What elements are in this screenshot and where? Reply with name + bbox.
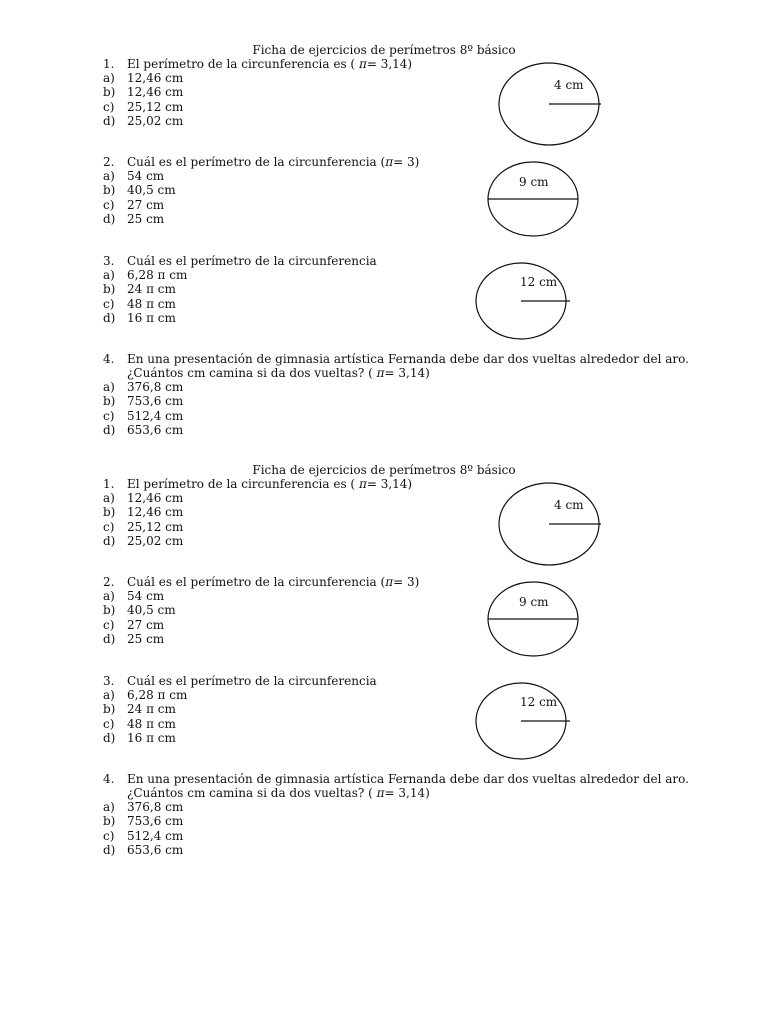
option-d: d) 25,02 cm: [103, 533, 184, 548]
option-a: a) 54 cm: [103, 589, 165, 603]
question-text: Cuál es el perímetro de la circunferencia (π= 3): [127, 575, 420, 589]
circle-diameter-diagram: [486, 580, 582, 660]
question-number: 2.: [103, 575, 115, 589]
option-a: a) 376,8 cm: [103, 380, 184, 394]
option-b: b) 12,46 cm: [103, 505, 184, 520]
option-a: a) 12,46 cm: [103, 71, 184, 85]
worksheet-copy-2: [0, 420, 768, 857]
question-number: 3.: [103, 254, 115, 268]
circle-radius-diagram: [498, 62, 604, 148]
option-d: d) 25 cm: [103, 631, 165, 646]
question-text: Cuál es el perímetro de la circunferencia: [127, 674, 377, 688]
option-b: b) 753,6 cm: [103, 814, 184, 829]
option-d: d) 25,02 cm: [103, 113, 184, 128]
question-number: 1.: [103, 477, 115, 491]
question-text: Cuál es el perímetro de la circunferencia: [127, 254, 377, 268]
option-d: d) 653,6 cm: [103, 842, 184, 857]
question-number: 2.: [103, 155, 115, 169]
question-3: [103, 254, 377, 325]
option-b: b) 753,6 cm: [103, 394, 184, 409]
circle-radius-diagram: [475, 261, 573, 343]
circle-label: 12 cm: [520, 695, 558, 709]
option-b: b) 40,5 cm: [103, 183, 176, 198]
option-c: c) 48 π cm: [103, 716, 176, 731]
question-text: El perímetro de la circunferencia es ( π= 3,14): [127, 477, 413, 491]
circle-label: 4 cm: [554, 78, 584, 92]
question-number: 4.: [103, 772, 115, 786]
circle-label: 9 cm: [519, 595, 549, 609]
question-text: El perímetro de la circunferencia es ( π= 3,14): [127, 57, 413, 71]
question-1: [103, 57, 412, 128]
question-text-continuation: ¿Cuántos cm camina si da dos vueltas? ( π= 3,14): [127, 786, 430, 800]
worksheet-title: Ficha de ejercicios de perímetros 8º básico: [252, 463, 516, 477]
circle-radius-diagram: [498, 482, 604, 568]
option-a: a) 54 cm: [103, 169, 165, 183]
option-d: d) 16 π cm: [103, 310, 176, 325]
option-c: c) 512,4 cm: [103, 408, 184, 423]
question-2: [103, 155, 419, 226]
question-4: [103, 772, 689, 857]
circle-diameter-diagram: [486, 160, 582, 240]
option-b: b) 40,5 cm: [103, 603, 176, 618]
question-1: [103, 477, 412, 548]
option-c: c) 25,12 cm: [103, 519, 184, 534]
worksheet-title: Ficha de ejercicios de perímetros 8º básico: [252, 43, 516, 57]
option-a: a) 6,28 π cm: [103, 268, 188, 282]
option-b: b) 24 π cm: [103, 282, 176, 297]
option-d: d) 16 π cm: [103, 730, 176, 745]
question-text-continuation: ¿Cuántos cm camina si da dos vueltas? ( π= 3,14): [127, 366, 430, 380]
question-3: [103, 674, 377, 745]
option-c: c) 48 π cm: [103, 296, 176, 311]
option-c: c) 27 cm: [103, 617, 165, 632]
option-a: a) 12,46 cm: [103, 491, 184, 505]
question-text: En una presentación de gimnasia artística Fernanda debe dar dos vueltas alrededor del aro.: [127, 352, 689, 366]
option-d: d) 653,6 cm: [103, 422, 184, 437]
option-c: c) 27 cm: [103, 197, 165, 212]
question-number: 4.: [103, 352, 115, 366]
option-c: c) 25,12 cm: [103, 99, 184, 114]
option-a: a) 6,28 π cm: [103, 688, 188, 702]
question-number: 1.: [103, 57, 115, 71]
option-b: b) 24 π cm: [103, 702, 176, 717]
circle-label: 9 cm: [519, 175, 549, 189]
question-2: [103, 575, 419, 646]
circle-label: 12 cm: [520, 275, 558, 289]
question-text: Cuál es el perímetro de la circunferencia (π= 3): [127, 155, 420, 169]
option-d: d) 25 cm: [103, 211, 165, 226]
circle-radius-diagram: [475, 681, 573, 763]
question-number: 3.: [103, 674, 115, 688]
option-c: c) 512,4 cm: [103, 828, 184, 843]
worksheet-copy-1: [0, 0, 768, 437]
circle-label: 4 cm: [554, 498, 584, 512]
option-a: a) 376,8 cm: [103, 800, 184, 814]
option-b: b) 12,46 cm: [103, 85, 184, 100]
question-text: En una presentación de gimnasia artística Fernanda debe dar dos vueltas alrededor del aro.: [127, 772, 689, 786]
